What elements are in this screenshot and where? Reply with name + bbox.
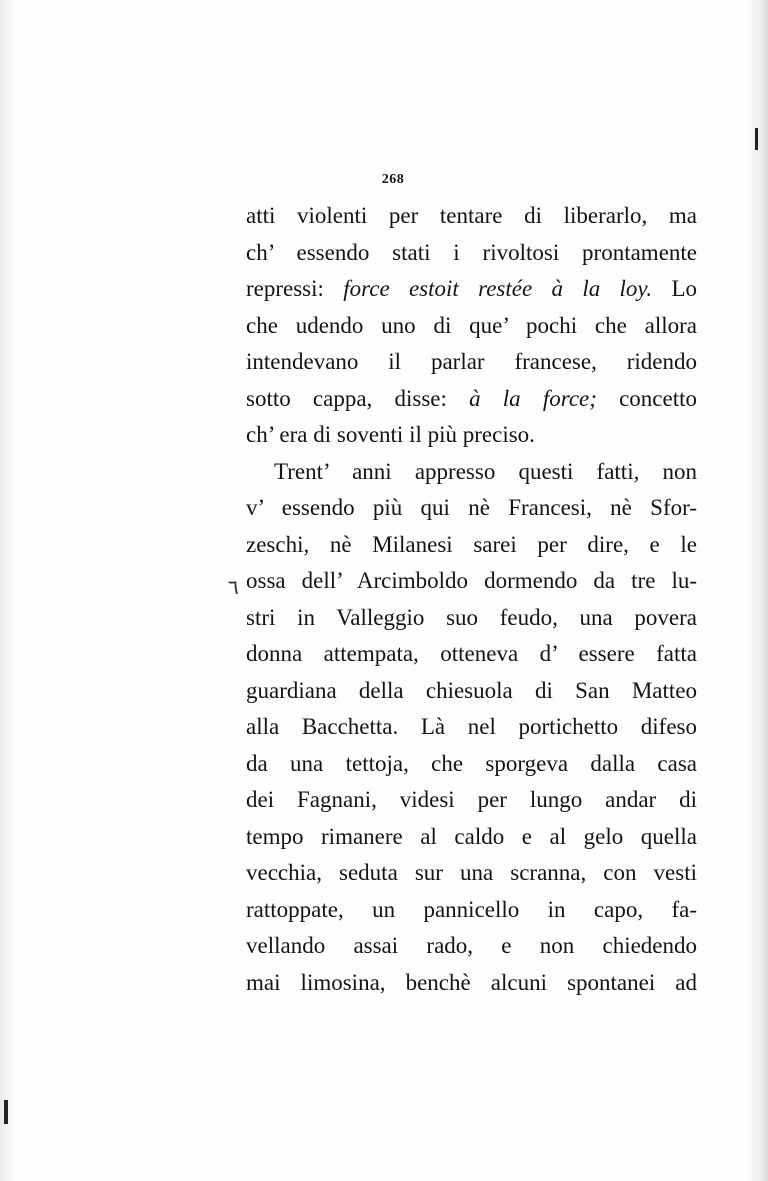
text-line: tempo rimanere al caldo e al gelo quella — [246, 823, 697, 849]
text-line: ossa dell’ Arcimboldo dormendo da tre lu- — [246, 568, 697, 593]
text-line: stri in Valleggio suo feudo, una povera — [246, 604, 697, 630]
body-text — [246, 198, 697, 1001]
page-number: 268 — [381, 172, 405, 187]
text-line: donna attempata, otteneva d’ essere fatta — [246, 641, 697, 666]
text-line: vecchia, seduta sur una scranna, con vesti — [246, 860, 697, 885]
text-line: sotto cappa, disse: à la force; concetto — [246, 385, 697, 411]
italic-quote: à la force; — [469, 385, 597, 411]
text-line: dei Fagnani, videsi per lungo andar di — [246, 787, 697, 812]
text-line: atti violenti per tentare di liberarlo, ma — [246, 203, 697, 228]
text-line-paragraph-end: ch’ era di soventi il più preciso. — [246, 422, 535, 447]
text-line: vellando assai rado, e non chiedendo — [246, 933, 697, 958]
ink-mark-right — [755, 128, 758, 150]
text-line: v’ essendo più qui nè Francesi, nè Sfor- — [246, 495, 697, 520]
text-line: repressi: force estoit restée à la loy. Lo — [246, 276, 697, 301]
text-line: alla Bacchetta. Là nel portichetto difeso — [246, 714, 697, 739]
text-line: rattoppate, un pannicello in capo, fa- — [246, 896, 697, 922]
text-line: guardiana della chiesuola di San Matteo — [246, 677, 697, 703]
text-line-paragraph-start: Trent’ anni appresso questi fatti, non — [274, 458, 697, 484]
text-line: che udendo uno di que’ pochi che allora — [246, 312, 697, 338]
margin-mark: ٦ — [228, 577, 239, 599]
text-line: mai limosina, benchè alcuni spontanei ad — [246, 969, 697, 995]
text-line: zeschi, nè Milanesi sarei per dire, e le — [246, 531, 697, 557]
text-line: intendevano il parlar francese, ridendo — [246, 349, 697, 374]
text-line: ch’ essendo stati i rivoltosi prontamente — [246, 239, 697, 265]
italic-quote: force estoit restée à la loy. — [343, 276, 653, 301]
ink-mark-left — [4, 1100, 8, 1124]
text-line: da una tettoja, che sporgeva dalla casa — [246, 750, 697, 776]
